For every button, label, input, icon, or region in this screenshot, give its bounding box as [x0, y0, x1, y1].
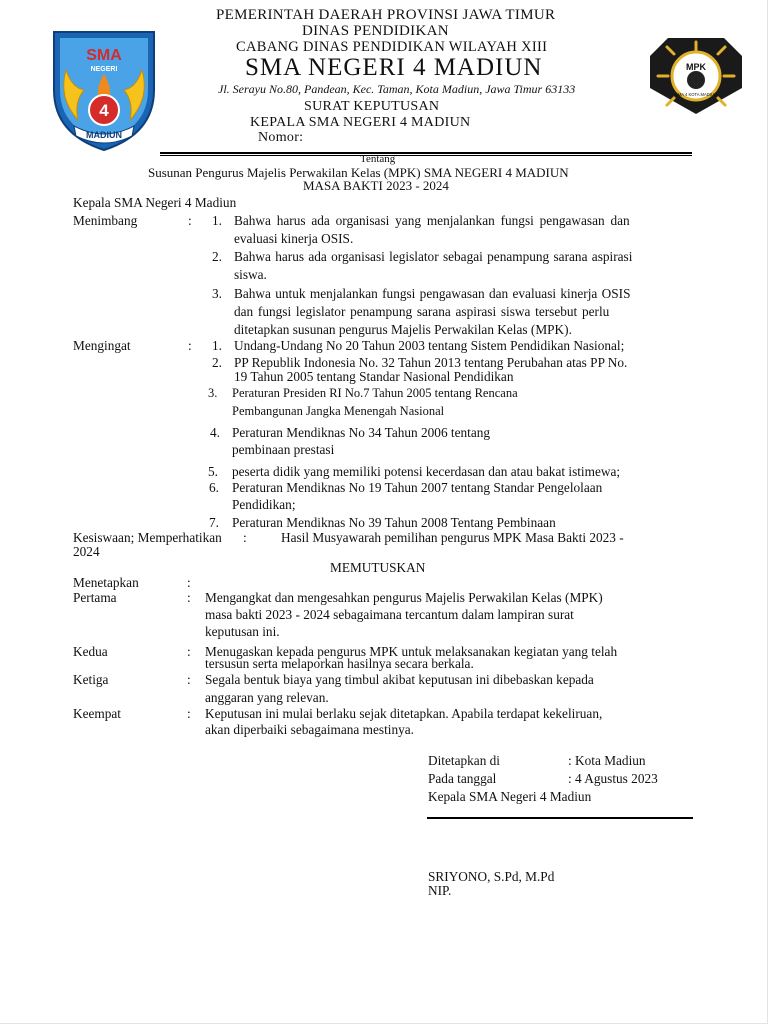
keempat-colon: : [187, 706, 191, 721]
menimbang-3-line3: ditetapkan susunan pengurus Majelis Perwakilan Kelas (MPK). [234, 322, 572, 337]
mengingat-7-num: 7. [209, 515, 219, 530]
header-address: Jl. Serayu No.80, Pandean, Kec. Taman, Kota Madiun, Jawa Timur 63133 [218, 82, 576, 96]
menimbang-2-num: 2. [212, 249, 222, 264]
menetapkan-colon: : [187, 575, 191, 590]
sign-name: SRIYONO, S.Pd, M.Pd [428, 869, 555, 884]
kedua-colon: : [187, 644, 191, 659]
header-school-name: SMA NEGERI 4 MADIUN [245, 54, 543, 81]
school-logo-mid-text: NEGERI [90, 66, 118, 73]
memperhatikan-wrap: 2024 [73, 544, 100, 559]
sign-place-value: : Kota Madiun [568, 753, 646, 768]
title-period: MASA BAKTI 2023 - 2024 [303, 178, 449, 193]
pertama-line3: keputusan ini. [205, 624, 280, 639]
mengingat-2-line1: PP Republik Indonesia No. 32 Tahun 2013 tentang Perubahan atas PP No. [234, 355, 628, 370]
ketiga-colon: : [187, 672, 191, 687]
mengingat-3-line2: Pembangunan Jangka Menengah Nasional [232, 404, 445, 418]
mengingat-3-num: 3. [208, 386, 218, 400]
menimbang-1-num: 1. [212, 213, 222, 228]
menimbang-3-line1: Bahwa untuk menjalankan fungsi pengawasan dan evaluasi kinerja OSIS [234, 286, 631, 301]
header-cabang: CABANG DINAS PENDIDIKAN WILAYAH XIII [236, 39, 548, 55]
mengingat-6-num: 6. [209, 480, 219, 495]
sign-rule [427, 817, 693, 819]
mengingat-7-line1: Peraturan Mendiknas No 39 Tahun 2008 Tentang Pembinaan [232, 515, 556, 530]
sign-place-label: Ditetapkan di [428, 753, 501, 768]
menimbang-1-line1: Bahwa harus ada organisasi yang menjalankan fungsi pengawasan dan [234, 213, 630, 228]
mengingat-5-line1: peserta didik yang memiliki potensi kecerdasan dan atau bakat istimewa; [232, 464, 621, 479]
mpk-logo-ring-text: SMA 4 KOTA MADIUN [674, 92, 718, 97]
memperhatikan-label: Kesiswaan; Memperhatikan [73, 530, 222, 545]
pertama-line2: masa bakti 2023 - 2024 sebagaimana tercantum dalam lampiran surat [205, 607, 574, 622]
school-logo [50, 28, 158, 154]
menimbang-3-num: 3. [212, 286, 222, 301]
sign-date-value: : 4 Agustus 2023 [568, 771, 658, 786]
header-rule-thin [160, 155, 692, 156]
header-issuer: KEPALA SMA NEGERI 4 MADIUN [250, 115, 471, 130]
mengingat-1-line1: Undang-Undang No 20 Tahun 2003 tentang Sistem Pendidikan Nasional; [234, 338, 625, 353]
mengingat-2-line2: 19 Tahun 2005 tentang Standar Nasional Pendidikan [234, 369, 514, 384]
menimbang-colon: : [188, 213, 192, 228]
menimbang-2-line2: siswa. [234, 267, 267, 282]
header-doc-type: SURAT KEPUTUSAN [304, 99, 440, 114]
pertama-colon: : [187, 590, 191, 605]
keempat-label: Keempat [73, 706, 121, 721]
menimbang-1-line2: evaluasi kinerja OSIS. [234, 231, 354, 246]
menimbang-3-line2: dan fungsi legislator penampung sarana aspirasi siswa tersebut perlu [234, 304, 610, 319]
header-rule-thick [160, 152, 692, 154]
mengingat-4-num: 4. [210, 425, 220, 440]
menetapkan-label: Menetapkan [73, 575, 139, 590]
menimbang-2-line1: Bahwa harus ada organisasi legislator sebagai penampung sarana aspirasi [234, 249, 633, 264]
memperhatikan-colon: : [243, 530, 247, 545]
school-logo-bottom-text: MADIUN [86, 130, 122, 140]
ketiga-line2: anggaran yang relevan. [205, 690, 329, 705]
title-tentang: Tentang [360, 153, 396, 165]
keempat-line2: akan diperbaiki sebagaimana mestinya. [205, 722, 414, 737]
header-govt: PEMERINTAH DAERAH PROVINSI JAWA TIMUR [216, 7, 556, 23]
mengingat-1-num: 1. [212, 338, 222, 353]
keempat-line1: Keputusan ini mulai berlaku sejak ditetapkan. Apabila terdapat kekeliruan, [205, 706, 603, 721]
mengingat-5-num: 5. [208, 464, 218, 479]
mpk-logo-core [687, 71, 705, 89]
mengingat-4-line1: Peraturan Mendiknas No 34 Tahun 2006 tentang [232, 425, 491, 440]
mengingat-colon: : [188, 338, 192, 353]
pertama-line1: Mengangkat dan mengesahkan pengurus Majelis Perwakilan Kelas (MPK) [205, 590, 603, 605]
mpk-logo [648, 36, 744, 116]
mengingat-6-line2: Pendidikan; [232, 497, 296, 512]
mengingat-label: Mengingat [73, 338, 131, 353]
menimbang-label: Menimbang [73, 213, 138, 228]
school-logo-number: 4 [99, 101, 109, 120]
mengingat-4-line2: pembinaan prestasi [232, 442, 335, 457]
opening-text: Kepala SMA Negeri 4 Madiun [73, 195, 237, 210]
header-number: Nomor: [258, 130, 304, 145]
sign-nip: NIP. [428, 883, 452, 898]
ketiga-line1: Segala bentuk biaya yang timbul akibat keputusan ini dibebaskan kepada [205, 672, 594, 687]
mengingat-2-num: 2. [212, 355, 222, 370]
pertama-label: Pertama [73, 590, 117, 605]
ketiga-label: Ketiga [73, 672, 109, 687]
kedua-line2: tersusun serta melaporkan hasilnya secara berkala. [205, 656, 474, 671]
mengingat-6-line1: Peraturan Mendiknas No 19 Tahun 2007 tentang Standar Pengelolaan [232, 480, 603, 495]
header-dinas: DINAS PENDIDIKAN [302, 23, 449, 39]
mengingat-3-line1: Peraturan Presiden RI No.7 Tahun 2005 tentang Rencana [232, 386, 518, 400]
sign-date-label: Pada tanggal [428, 771, 497, 786]
memperhatikan-text: Hasil Musyawarah pemilihan pengurus MPK Masa Bakti 2023 - [281, 530, 624, 545]
kedua-label: Kedua [73, 644, 108, 659]
sign-position: Kepala SMA Negeri 4 Madiun [428, 789, 592, 804]
title-subject: Susunan Pengurus Majelis Perwakilan Kelas (MPK) SMA NEGERI 4 MADIUN [148, 165, 569, 180]
school-logo-top-text: SMA [86, 47, 122, 64]
memutuskan-heading: MEMUTUSKAN [330, 560, 426, 575]
mpk-logo-text: MPK [686, 62, 706, 72]
kedua-line1: Menugaskan kepada pengurus MPK untuk melaksanakan kegiatan yang telah [205, 644, 618, 659]
